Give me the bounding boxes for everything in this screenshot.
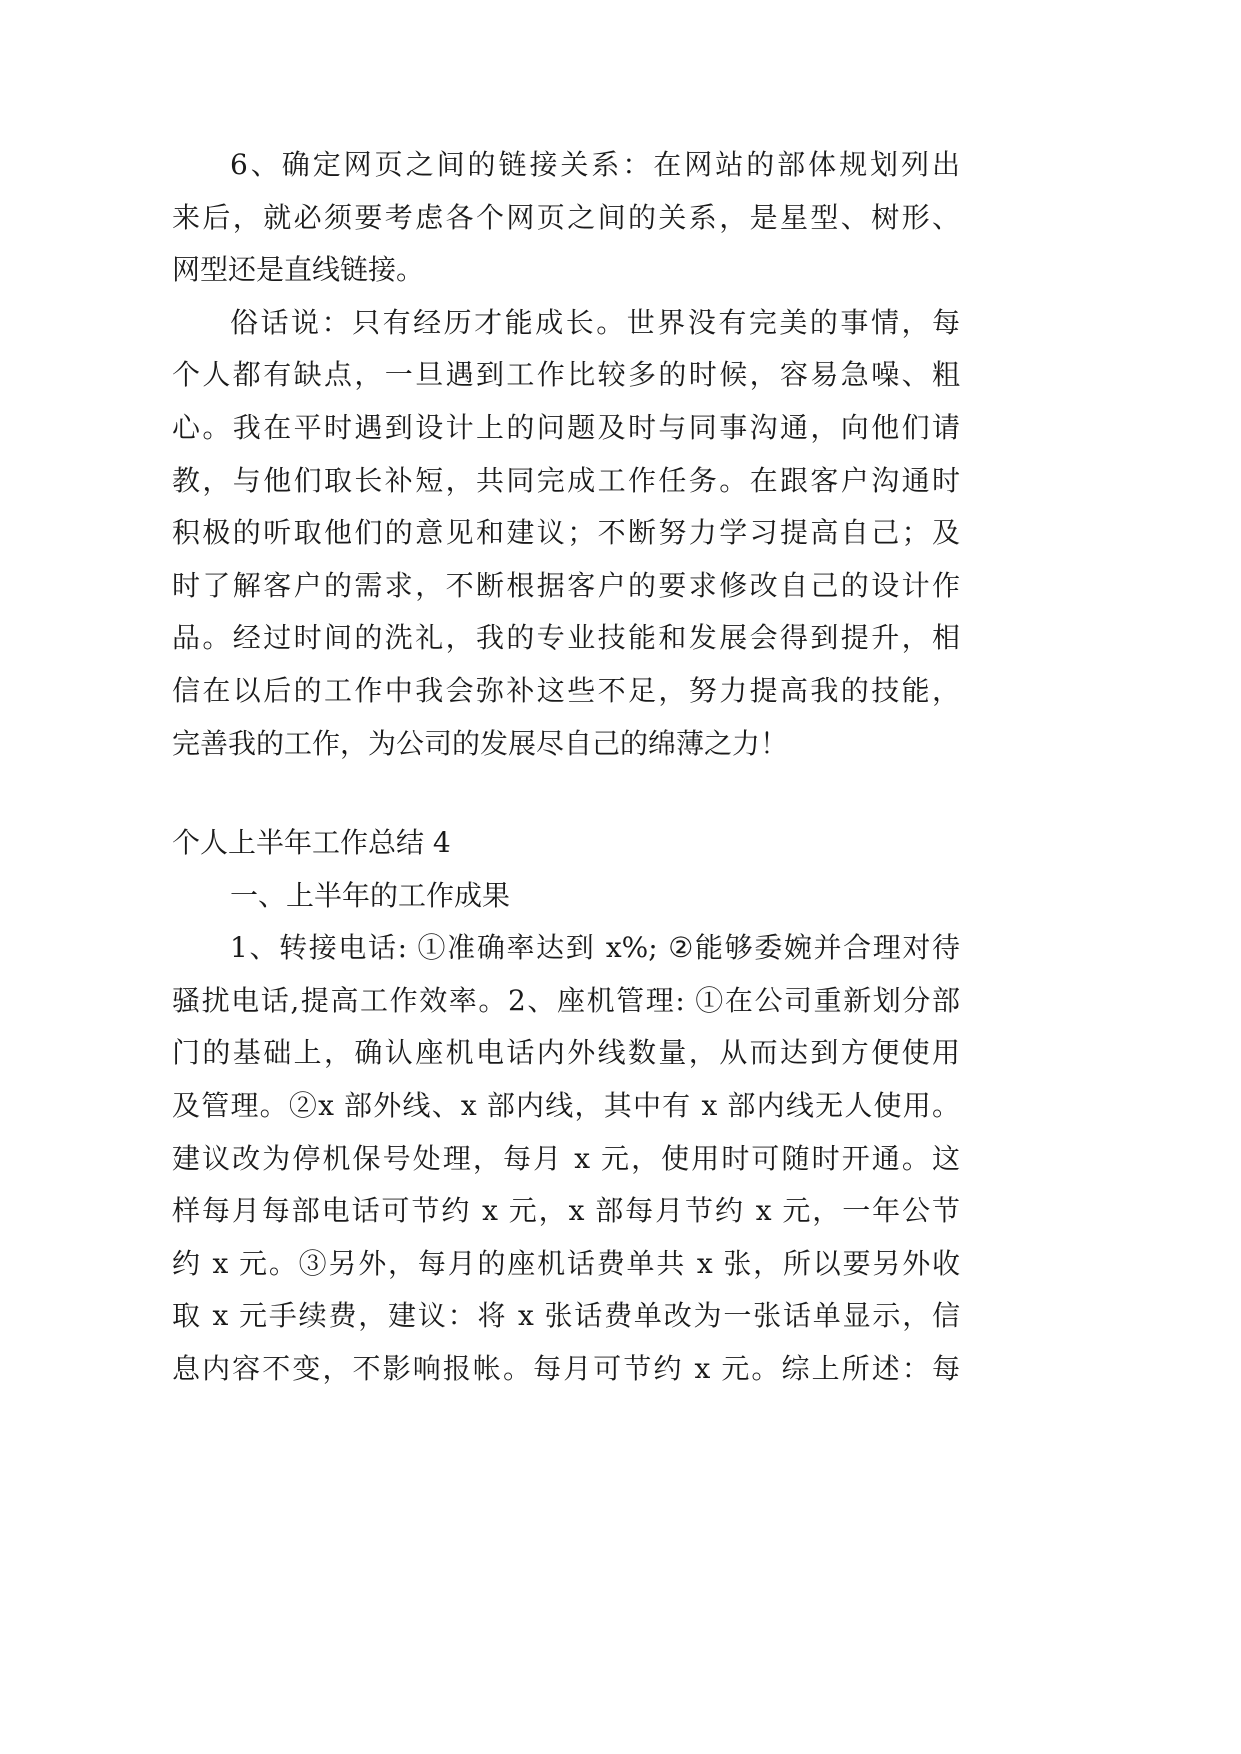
text-line: 取 x 元手续费，建议：将 x 张话费单改为一张话单显示，信 — [172, 1299, 960, 1332]
text-line: 网型还是直线链接。 — [172, 253, 425, 286]
text-line: 信在以后的工作中我会弥补这些不足，努力提高我的技能， — [172, 674, 960, 707]
text-line: 门的基础上，确认座机电话内外线数量，从而达到方便使用 — [172, 1036, 960, 1069]
text-line: 心。我在平时遇到设计上的问题及时与同事沟通，向他们请 — [172, 411, 960, 444]
text-line: 时了解客户的需求，不断根据客户的要求修改自己的设计作 — [172, 569, 960, 602]
text-line: 6、确定网页之间的链接关系：在网站的部体规划列出 — [230, 148, 960, 181]
text-line: 样每月每部电话可节约 x 元，x 部每月节约 x 元，一年公节 — [172, 1194, 960, 1227]
text-line: 积极的听取他们的意见和建议；不断努力学习提高自己；及 — [172, 516, 960, 549]
text-line: 约 x 元。③另外，每月的座机话费单共 x 张，所以要另外收 — [172, 1247, 960, 1280]
text-line: 教，与他们取长补短，共同完成工作任务。在跟客户沟通时 — [172, 464, 960, 497]
text-line: 品。经过时间的洗礼，我的专业技能和发展会得到提升，相 — [172, 621, 960, 654]
text-line: 俗话说：只有经历才能成长。世界没有完美的事情，每 — [230, 306, 960, 339]
text-line: 建议改为停机保号处理，每月 x 元，使用时可随时开通。这 — [172, 1142, 960, 1175]
text-line: 骚扰电话,提高工作效率。2、座机管理: ①在公司重新划分部 — [172, 984, 960, 1017]
section-subheading: 一、上半年的工作成果 — [230, 879, 511, 912]
text-line: 来后，就必须要考虑各个网页之间的关系，是星型、树形、 — [172, 201, 960, 234]
text-line: 个人都有缺点，一旦遇到工作比较多的时候，容易急噪、粗 — [172, 358, 960, 391]
section-heading: 个人上半年工作总结 4 — [172, 826, 451, 859]
text-line: 1、转接电话: ①准确率达到 x%; ②能够委婉并合理对待 — [230, 931, 960, 964]
text-line: 息内容不变，不影响报帐。每月可节约 x 元。综上所述：每 — [172, 1352, 960, 1385]
text-line: 及管理。②x 部外线、x 部内线，其中有 x 部内线无人使用。 — [172, 1089, 960, 1122]
text-line: 完善我的工作，为公司的发展尽自己的绵薄之力！ — [172, 727, 789, 760]
